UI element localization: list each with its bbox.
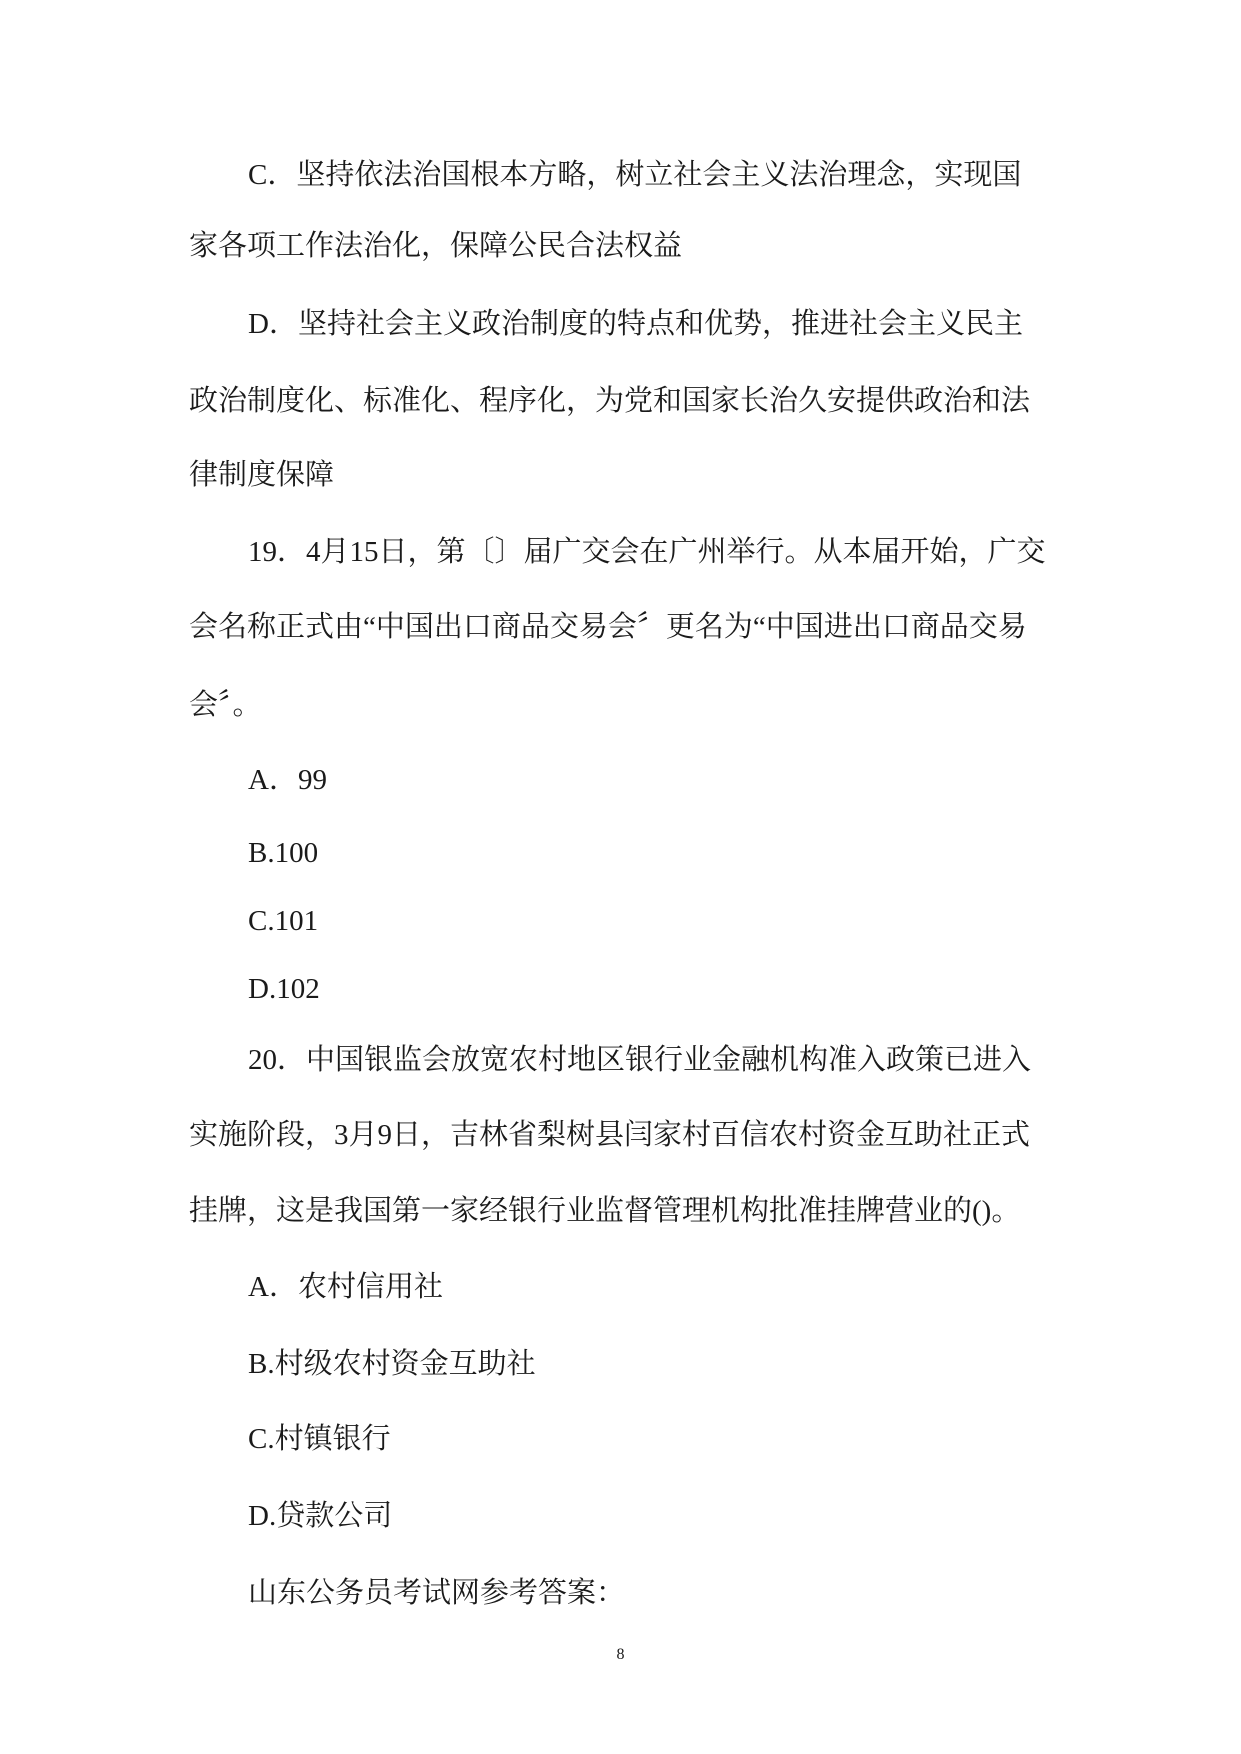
question-20-option-c: C.村镇银行 [248, 1423, 391, 1455]
option-d-line: 政治制度化、标准化、程序化，为党和国家长治久安提供政治和法 [189, 385, 1031, 417]
question-19-option-b: B.100 [248, 837, 319, 869]
question-20-option-d: D.贷款公司 [248, 1500, 393, 1532]
question-20-option-a: A．农村信用社 [248, 1271, 443, 1303]
question-19-option-c: C.101 [248, 905, 319, 937]
question-20-stem-line: 挂牌，这是我国第一家经银行业监督管理机构批准挂牌营业的()。 [189, 1195, 1021, 1227]
question-20-option-b: B.村级农村资金互助社 [248, 1348, 536, 1380]
answer-heading: 山东公务员考试网参考答案： [248, 1577, 626, 1609]
option-d-line: 律制度保障 [189, 459, 335, 491]
page-number: 8 [616, 1646, 625, 1663]
question-19-option-d: D.102 [248, 973, 320, 1005]
option-c-line: 家各项工作法治化，保障公民合法权益 [189, 230, 683, 262]
question-19-stem-line: 会名称正式由“中国出口商品交易会〞更名为“中国进出口商品交易 [189, 611, 1027, 643]
question-19-option-a: A．99 [248, 764, 327, 796]
question-20-stem-line: 20．中国银监会放宽农村地区银行业金融机构准入政策已进入 [248, 1044, 1032, 1076]
option-c-line: C．坚持依法治国根本方略，树立社会主义法治理念，实现国 [248, 159, 1022, 191]
option-d-line: D．坚持社会主义政治制度的特点和优势，推进社会主义民主 [248, 308, 1023, 340]
question-20-stem-line: 实施阶段，3月9日，吉林省梨树县闫家村百信农村资金互助社正式 [189, 1119, 1031, 1151]
question-19-stem-line: 19．4月15日，第〔〕届广交会在广州举行。从本届开始，广交 [248, 536, 1046, 568]
question-19-stem-line: 会〞。 [189, 689, 262, 721]
